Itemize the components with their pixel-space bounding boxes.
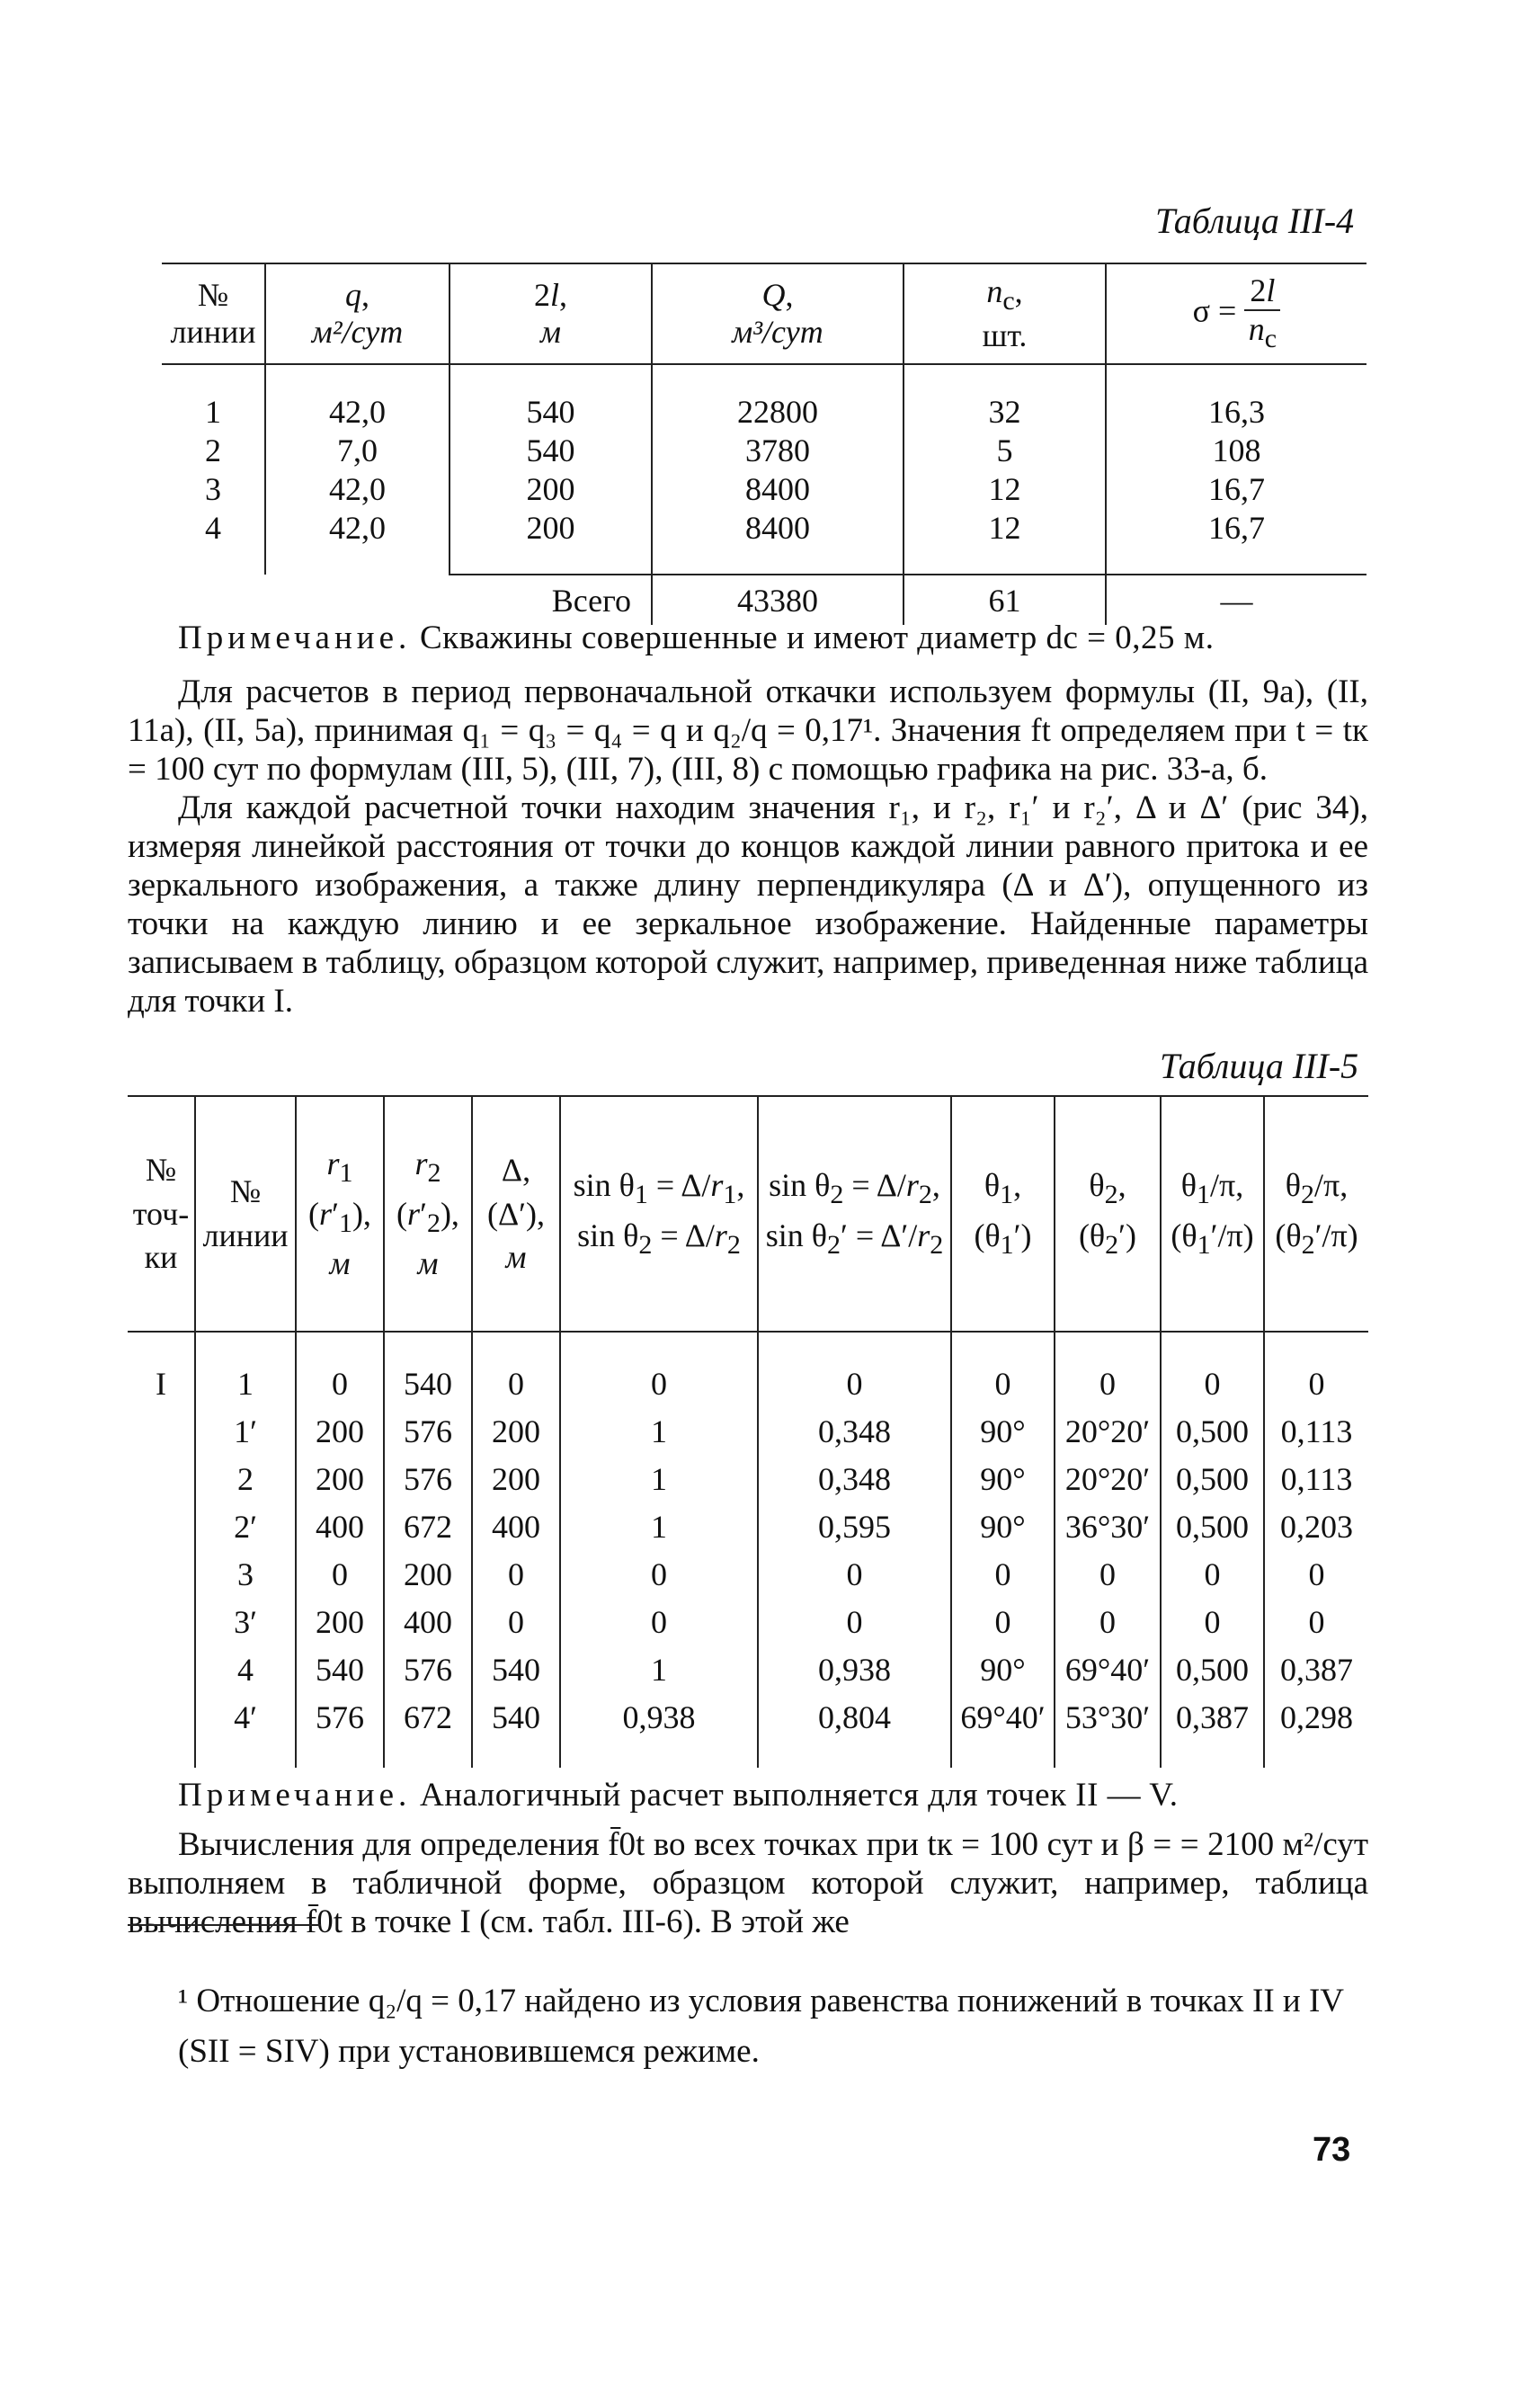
- cell-theta1: 0: [951, 1550, 1055, 1598]
- header-sin-theta1: $\sin \theta_1 = \Delta/r_1$, $\sin \theta_2 = \Delta/r_2$: [560, 1096, 758, 1332]
- cell-r1: 200: [296, 1407, 384, 1455]
- cell-delta: 540: [472, 1645, 560, 1693]
- header-delta: Δ, (Δ′), м: [472, 1096, 560, 1332]
- cell-Q: 22800: [652, 392, 904, 431]
- total-Q: 43380: [652, 575, 904, 625]
- cell-q: 42,0: [265, 469, 450, 508]
- cell-theta1-pi: 0,387: [1161, 1693, 1264, 1741]
- cell-sin1: 1: [560, 1645, 758, 1693]
- cell-sigma: 16,3: [1106, 392, 1366, 431]
- table-row: [162, 508, 1366, 547]
- cell-nc: 5: [904, 431, 1106, 469]
- cell-sin1: 0: [560, 1550, 758, 1598]
- cell-theta1-pi: 0: [1161, 1598, 1264, 1645]
- cell-r1: 0: [296, 1550, 384, 1598]
- cell-delta: 200: [472, 1407, 560, 1455]
- cell-theta2: 0: [1055, 1359, 1161, 1407]
- cell-delta: 540: [472, 1693, 560, 1741]
- cell-theta1: 90°: [951, 1502, 1055, 1550]
- cell-line: 2′: [195, 1502, 296, 1550]
- table-row: [128, 1645, 1368, 1693]
- cell-sin2: 0: [758, 1550, 951, 1598]
- cell-r2: 576: [384, 1645, 472, 1693]
- table-header-row: [162, 263, 1366, 364]
- note-label: Примечание.: [178, 620, 412, 656]
- paragraph: Вычисления для определения f̄0t во всех точках при tк = 100 сут и β = = 2100 м²/сут выполняем в табличной форме, образцом которой служит, например, таблица вычисления f̄0t в точке I (см. табл. III-6). В этой же: [128, 1826, 1368, 1940]
- cell-line: 3: [195, 1550, 296, 1598]
- header-nc: $n_с$, шт.: [904, 263, 1106, 364]
- cell-theta2: 36°30′: [1055, 1502, 1161, 1550]
- cell-line: 4: [195, 1645, 296, 1693]
- cell-delta: 0: [472, 1550, 560, 1598]
- cell-r2: 200: [384, 1550, 472, 1598]
- cell-theta2-pi: 0,113: [1264, 1407, 1368, 1455]
- cell-Q: 8400: [652, 469, 904, 508]
- table-3-4: [162, 263, 1366, 625]
- cell-nc: 12: [904, 469, 1106, 508]
- header-theta1-pi: $\theta_1/\pi$, $(\theta_1'/\pi)$: [1161, 1096, 1264, 1332]
- cell-theta1: 90°: [951, 1645, 1055, 1693]
- header-theta2: $\theta_2$, $(\theta_2')$: [1055, 1096, 1161, 1332]
- table-row: [128, 1407, 1368, 1455]
- cell-Q: 3780: [652, 431, 904, 469]
- cell-r2: 400: [384, 1598, 472, 1645]
- cell-theta1: 0: [951, 1359, 1055, 1407]
- cell-theta2-pi: 0,203: [1264, 1502, 1368, 1550]
- cell-sin2: 0,938: [758, 1645, 951, 1693]
- table-total-row: [162, 575, 1366, 625]
- cell-sin2: 0: [758, 1598, 951, 1645]
- cell-sin1: 1: [560, 1502, 758, 1550]
- cell-theta1-pi: 0: [1161, 1550, 1264, 1598]
- table-row: [128, 1502, 1368, 1550]
- cell-theta1-pi: 0,500: [1161, 1455, 1264, 1502]
- cell-theta2: 69°40′: [1055, 1645, 1161, 1693]
- cell-theta2: 53°30′: [1055, 1693, 1161, 1741]
- header-r1: $r_1$ $(r'_1)$, м: [296, 1096, 384, 1332]
- note-text: Аналогичный расчет выполняется для точек II — V.: [420, 1777, 1179, 1814]
- cell-sin1: 0,938: [560, 1693, 758, 1741]
- cell-line: 2: [195, 1455, 296, 1502]
- cell-line: 1: [205, 393, 221, 430]
- header-r2: $r_2$ $(r'_2)$, м: [384, 1096, 472, 1332]
- paragraph: Для каждой расчетной точки находим значения r₁, и r₂, r₁′ и r₂′, Δ и Δ′ (рис 34), измеряя линейкой расстояния от точки до концов каждой линии равного притока и ее зеркального изображения, а также длину перпендикуляра (Δ и Δ′), опущенного из точки на каждую линию и ее зеркальное изображение. Найденные параметры записываем в таблицу, образцом которой служит, например, приведенная ниже таблица для точки I.: [128, 789, 1368, 1020]
- cell-2l: 540: [450, 392, 652, 431]
- cell-theta1: 69°40′: [951, 1693, 1055, 1741]
- cell-sin1: 0: [560, 1598, 758, 1645]
- cell-theta2-pi: 0: [1264, 1359, 1368, 1407]
- cell-r1: 0: [296, 1359, 384, 1407]
- cell-delta: 0: [472, 1359, 560, 1407]
- cell-theta2-pi: 0,113: [1264, 1455, 1368, 1502]
- table-header-row: [128, 1096, 1368, 1332]
- table-row: [128, 1550, 1368, 1598]
- cell-theta2-pi: 0: [1264, 1550, 1368, 1598]
- cell-nc: 32: [904, 392, 1106, 431]
- total-sigma: —: [1106, 575, 1366, 625]
- cell-theta1-pi: 0,500: [1161, 1645, 1264, 1693]
- cell-sin2: 0,348: [758, 1455, 951, 1502]
- cell-Q: 8400: [652, 508, 904, 547]
- cell-theta1-pi: 0,500: [1161, 1407, 1264, 1455]
- cell-sigma: 16,7: [1106, 508, 1366, 547]
- cell-q: 7,0: [265, 431, 450, 469]
- cell-sigma: 108: [1106, 431, 1366, 469]
- table-3-5-caption: Таблица III-5: [1160, 1046, 1359, 1086]
- cell-line: 4′: [195, 1693, 296, 1741]
- header-sigma: σ = 2l $n_с$: [1106, 263, 1366, 364]
- total-nc: 61: [904, 575, 1106, 625]
- header-point-number: № точ- ки: [128, 1096, 195, 1332]
- cell-theta2: 0: [1055, 1598, 1161, 1645]
- table-row: [162, 431, 1366, 469]
- cell-line: 1: [195, 1359, 296, 1407]
- table-3-5: [128, 1095, 1368, 1768]
- footnote: ¹ Отношение q₂/q = 0,17 найдено из условия равенства понижений в точках II и IV (SII = SIV) при установившемся режиме.: [178, 1983, 1344, 2070]
- note-text: Скважины совершенные и имеют диаметр dс = 0,25 м.: [420, 620, 1215, 656]
- cell-theta2-pi: 0,387: [1264, 1645, 1368, 1693]
- cell-delta: 200: [472, 1455, 560, 1502]
- cell-2l: 540: [450, 431, 652, 469]
- cell-theta1: 0: [951, 1598, 1055, 1645]
- note-table-3-4: [178, 619, 1214, 657]
- cell-theta2: 20°20′: [1055, 1407, 1161, 1455]
- cell-sin2: 0,348: [758, 1407, 951, 1455]
- cell-theta1-pi: 0,500: [1161, 1502, 1264, 1550]
- cell-r2: 672: [384, 1502, 472, 1550]
- cell-nc: 12: [904, 508, 1106, 547]
- header-line-number: № линии: [162, 263, 265, 364]
- cell-sin1: 0: [560, 1359, 758, 1407]
- cell-sigma: 16,7: [1106, 469, 1366, 508]
- cell-2l: 200: [450, 469, 652, 508]
- cell-point: I: [156, 1365, 166, 1402]
- cell-theta1-pi: 0: [1161, 1359, 1264, 1407]
- table-row: [128, 1693, 1368, 1741]
- cell-line: 3′: [195, 1598, 296, 1645]
- note-table-3-5: [178, 1776, 1178, 1814]
- cell-r2: 576: [384, 1407, 472, 1455]
- header-theta2-pi: $\theta_2/\pi$, $(\theta_2'/\pi)$: [1264, 1096, 1368, 1332]
- cell-line: 3: [205, 470, 221, 507]
- table-3-4-caption: Таблица III-4: [1155, 201, 1355, 241]
- cell-2l: 200: [450, 508, 652, 547]
- header-2l: 2l, м: [450, 263, 652, 364]
- table-row: [128, 1455, 1368, 1502]
- page-number: 73: [1313, 2131, 1351, 2169]
- table-row: [128, 1598, 1368, 1645]
- header-theta1: $\theta_1$, $(\theta_1')$: [951, 1096, 1055, 1332]
- cell-q: 42,0: [265, 508, 450, 547]
- cell-line: 2: [205, 432, 221, 468]
- cell-delta: 400: [472, 1502, 560, 1550]
- cell-theta2: 20°20′: [1055, 1455, 1161, 1502]
- table-row: [162, 469, 1366, 508]
- cell-r2: 540: [384, 1359, 472, 1407]
- footnote-divider: [128, 1924, 321, 1926]
- cell-sin1: 1: [560, 1407, 758, 1455]
- cell-theta2-pi: 0,298: [1264, 1693, 1368, 1741]
- cell-r2: 576: [384, 1455, 472, 1502]
- cell-r1: 400: [296, 1502, 384, 1550]
- cell-line: 4: [205, 509, 221, 546]
- table-row: [162, 392, 1366, 431]
- cell-r1: 540: [296, 1645, 384, 1693]
- paragraph: Для расчетов в период первоначальной откачки используем формулы (II, 9а), (II, 11а), (II, 5а), принимая q₁ = q₃ = q₄ = q и q₂/q = 0,17¹. Значения ft определяем при t = tк = 100 сут по формулам (III, 5), (III, 7), (III, 8) с помощью графика на рис. 33-а, б.: [128, 673, 1368, 788]
- cell-q: 42,0: [265, 392, 450, 431]
- cell-sin2: 0: [758, 1359, 951, 1407]
- cell-theta2: 0: [1055, 1550, 1161, 1598]
- cell-sin2: 0,804: [758, 1693, 951, 1741]
- header-Q: Q, м³/сут: [652, 263, 904, 364]
- cell-r1: 576: [296, 1693, 384, 1741]
- header-sin-theta2: $\sin \theta_2 = \Delta/r_2$, $\sin \theta_2' = \Delta'/r_2$: [758, 1096, 951, 1332]
- table-row: [128, 1359, 1368, 1407]
- cell-theta2-pi: 0: [1264, 1598, 1368, 1645]
- body-text-block-1: [128, 673, 1368, 1021]
- cell-delta: 0: [472, 1598, 560, 1645]
- note-label: Примечание.: [178, 1777, 412, 1814]
- cell-sin2: 0,595: [758, 1502, 951, 1550]
- cell-theta1: 90°: [951, 1407, 1055, 1455]
- cell-line: 1′: [195, 1407, 296, 1455]
- header-line-number: № линии: [195, 1096, 296, 1332]
- total-label: Всего: [450, 575, 652, 625]
- cell-r1: 200: [296, 1455, 384, 1502]
- header-q: q, м²/сут: [265, 263, 450, 364]
- cell-sin1: 1: [560, 1455, 758, 1502]
- cell-r2: 672: [384, 1693, 472, 1741]
- cell-theta1: 90°: [951, 1455, 1055, 1502]
- cell-r1: 200: [296, 1598, 384, 1645]
